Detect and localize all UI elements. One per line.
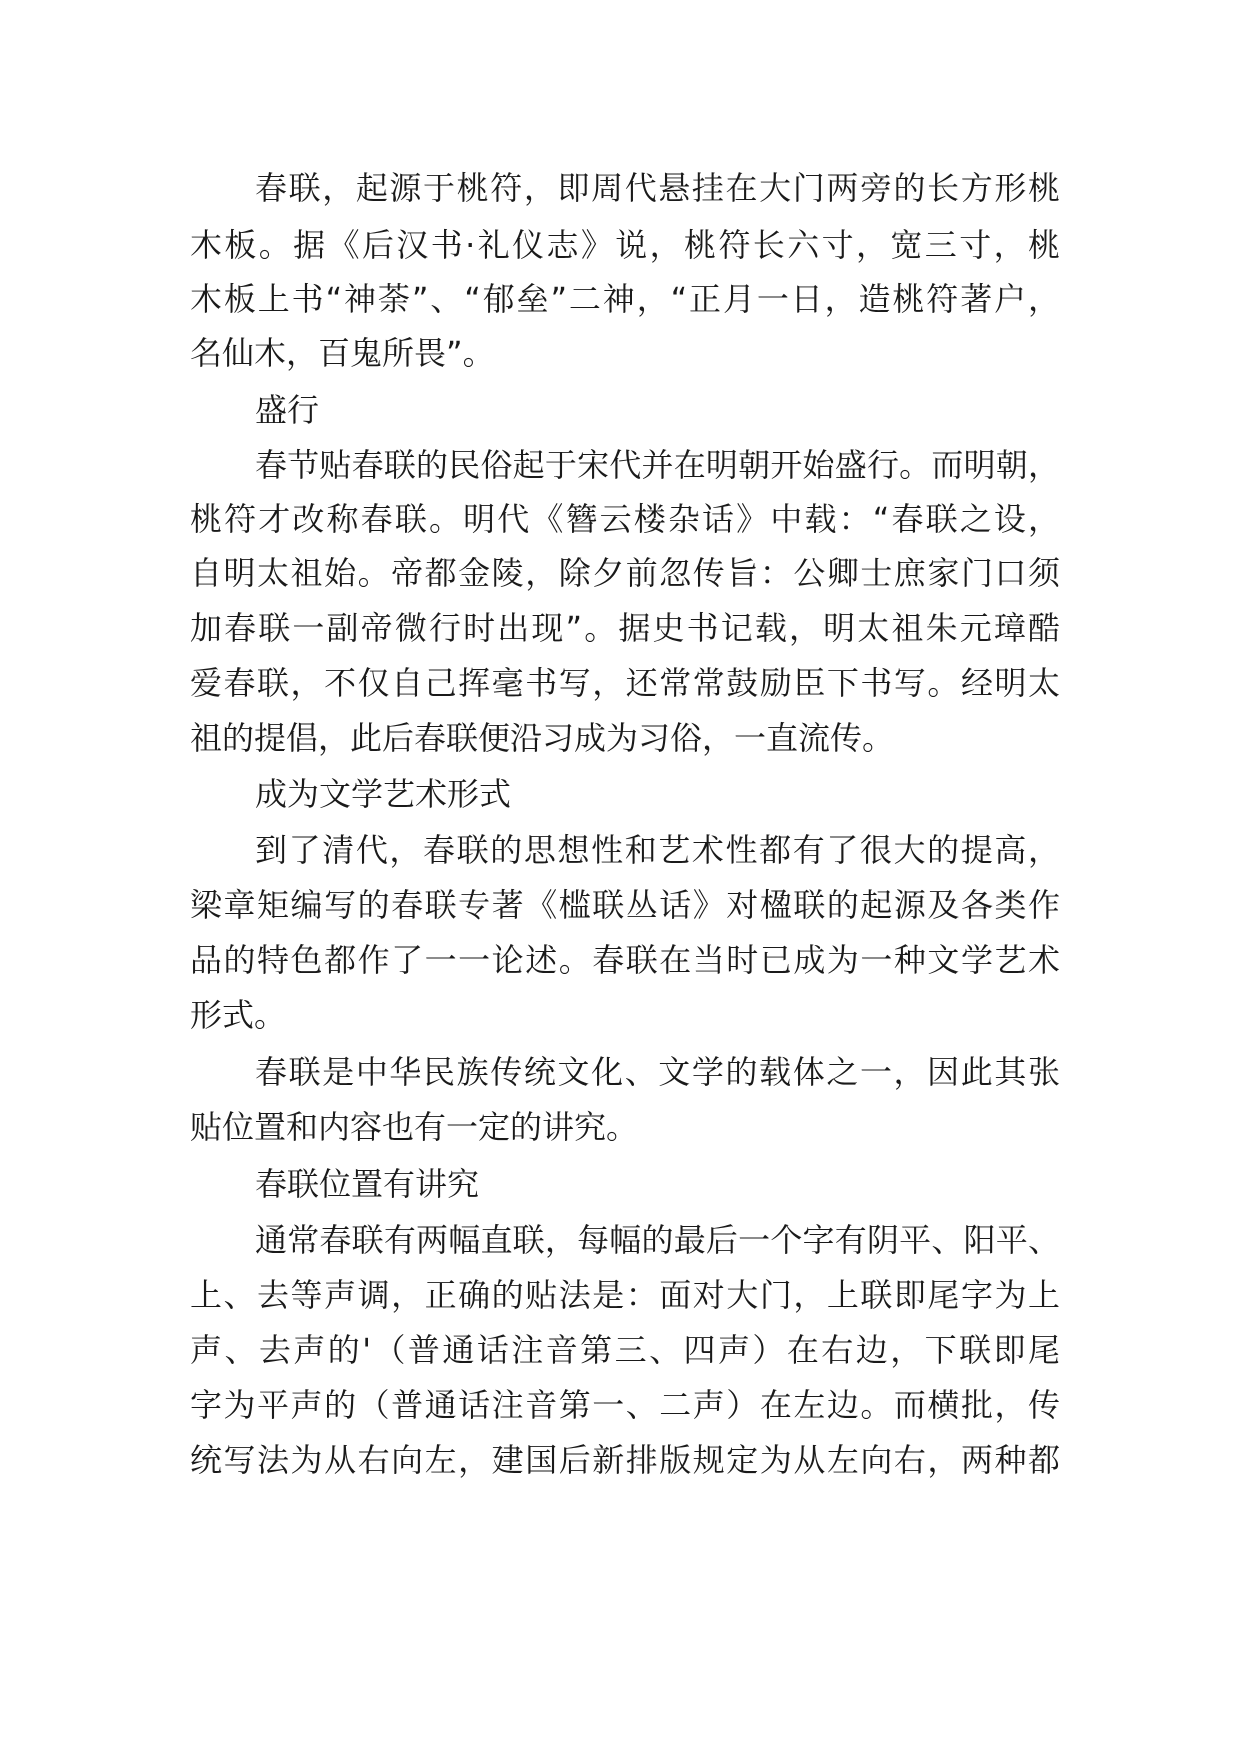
heading-literary-form: 成为文学艺术形式 — [255, 775, 512, 813]
para1-line1: 春联，起源于桃符，即周代悬挂在大门两旁的长方形桃 — [255, 169, 1060, 207]
para3-line2: 梁章矩编写的春联专著《槛联丛话》对楹联的起源及各类作 — [190, 886, 1060, 924]
para5-line5: 统写法为从右向左，建国后新排版规定为从左向右，两种都 — [190, 1441, 1060, 1479]
para3-line3: 品的特色都作了一一论述。春联在当时已成为一种文学艺术 — [190, 941, 1060, 979]
para1-line4: 名仙木，百鬼所畏”。 — [190, 334, 495, 372]
para2-line2: 桃符才改称春联。明代《簪云楼杂话》中载：“春联之设， — [190, 500, 1060, 538]
para5-line1: 通常春联有两幅直联，每幅的最后一个字有阴平、阳平、 — [255, 1221, 1060, 1259]
para1-line3: 木板上书“神荼”、“郁垒”二神，“正月一日，造桃符著户， — [190, 280, 1060, 318]
para4-line2: 贴位置和内容也有一定的讲究。 — [190, 1108, 639, 1146]
para2-line4: 加春联一副帝微行时出现”。据史书记载，明太祖朱元璋酷 — [190, 609, 1060, 647]
para5-line2: 上、去等声调，正确的贴法是：面对大门，上联即尾字为上 — [190, 1276, 1060, 1314]
para2-line3: 自明太祖始。帝都金陵，除夕前忽传旨：公卿士庶家门口须 — [190, 554, 1060, 592]
heading-position: 春联位置有讲究 — [255, 1165, 480, 1203]
para5-line4: 字为平声的（普通话注音第一、二声）在左边。而横批，传 — [190, 1386, 1060, 1424]
para1-line2: 木板。据《后汉书·礼仪志》说，桃符长六寸，宽三寸，桃 — [190, 226, 1060, 264]
para2-line5: 爱春联，不仅自己挥毫书写，还常常鼓励臣下书写。经明太 — [190, 664, 1060, 702]
para2-line6: 祖的提倡，此后春联便沿习成为习俗，一直流传。 — [190, 719, 895, 757]
para3-line1: 到了清代，春联的思想性和艺术性都有了很大的提高， — [255, 831, 1060, 869]
para2-line1: 春节贴春联的民俗起于宋代并在明朝开始盛行。而明朝， — [255, 446, 1060, 484]
para3-line4: 形式。 — [190, 996, 287, 1034]
para4-line1: 春联是中华民族传统文化、文学的载体之一，因此其张 — [255, 1053, 1060, 1091]
heading-shengxing: 盛行 — [255, 391, 320, 429]
para5-line3: 声、去声的'（普通话注音第三、四声）在右边，下联即尾 — [190, 1331, 1060, 1369]
